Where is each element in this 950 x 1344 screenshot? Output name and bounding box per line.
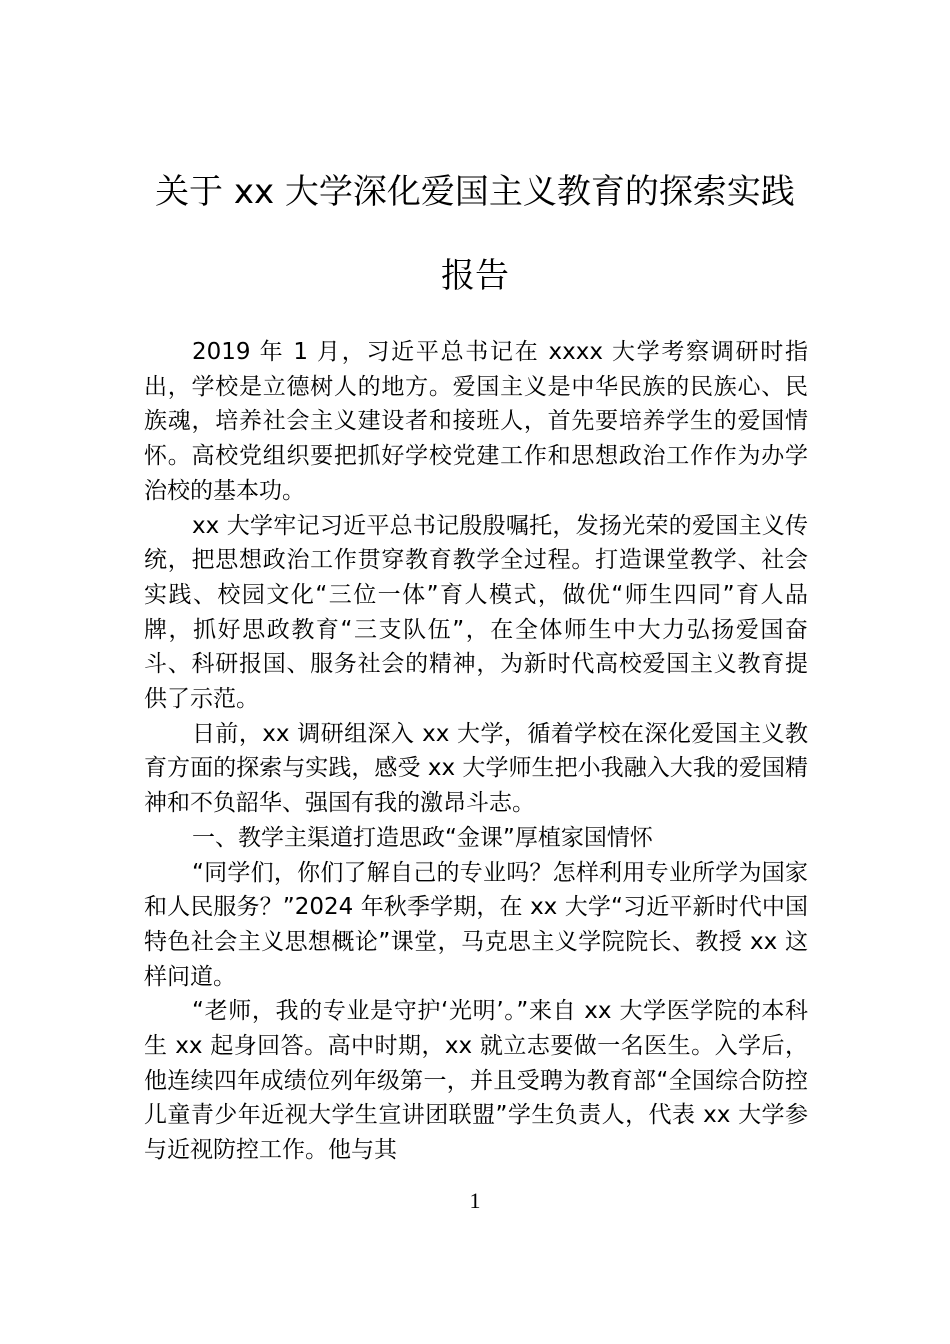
page-number: 1 (469, 1188, 481, 1213)
document-title (130, 150, 820, 318)
paragraph: 日前，xx 调研组深入 xx 大学，循着学校在深化爱国主义教育方面的探索与实践，感受 xx 大学师生把小我融入大我的爱国精神和不负韶华、强国有我的激昂斗志。 (144, 720, 808, 817)
paragraph: “同学们，你们了解自己的专业吗？怎样利用专业所学为国家和人民服务？”2024 年秋季学期，在 xx 大学“习近平新时代中国特色社会主义思想概论”课堂，马克思主义学院院长、教授 xx 这样问道。 (144, 859, 808, 990)
section-heading: 一、教学主渠道打造思政“金课”厚植家国情怀 (192, 824, 653, 851)
title-line-1: 关于 xx 大学深化爱国主义教育的探索实践 (155, 172, 795, 212)
paragraph: “老师，我的专业是守护‘光明’。”来自 xx 大学医学院的本科生 xx 起身回答。高中时期，xx 就立志要做一名医生。入学后，他连续四年成绩位列年级第一，并且受聘为教育部“全国综合防控儿童青少年近视大学生宣讲团联盟”学生负责人，代表 xx 大学参与近视防控工作。他与其 (144, 998, 808, 1164)
paragraph: 2019 年 1 月，习近平总书记在 xxxx 大学考察调研时指出，学校是立德树人的地方。爱国主义是中华民族的民族心、民族魂，培养社会主义建设者和接班人，首先要培养学生的爱国情怀。高校党组织要把抓好学校党建工作和思想政治工作作为办学治校的基本功。 (144, 339, 808, 504)
paragraph: xx 大学牢记习近平总书记殷殷嘱托，发扬光荣的爱国主义传统，把思想政治工作贯穿教育教学全过程。打造课堂教学、社会实践、校园文化“三位一体”育人模式，做优“师生四同”育人品牌，抓好思政教育“三支队伍”，在全体师生中大力弘扬爱国奋斗、科研报国、服务社会的精神，为新时代高校爱国主义教育提供了示范。 (144, 512, 808, 713)
title-line-2: 报告 (441, 256, 509, 296)
document-body (144, 335, 808, 1168)
